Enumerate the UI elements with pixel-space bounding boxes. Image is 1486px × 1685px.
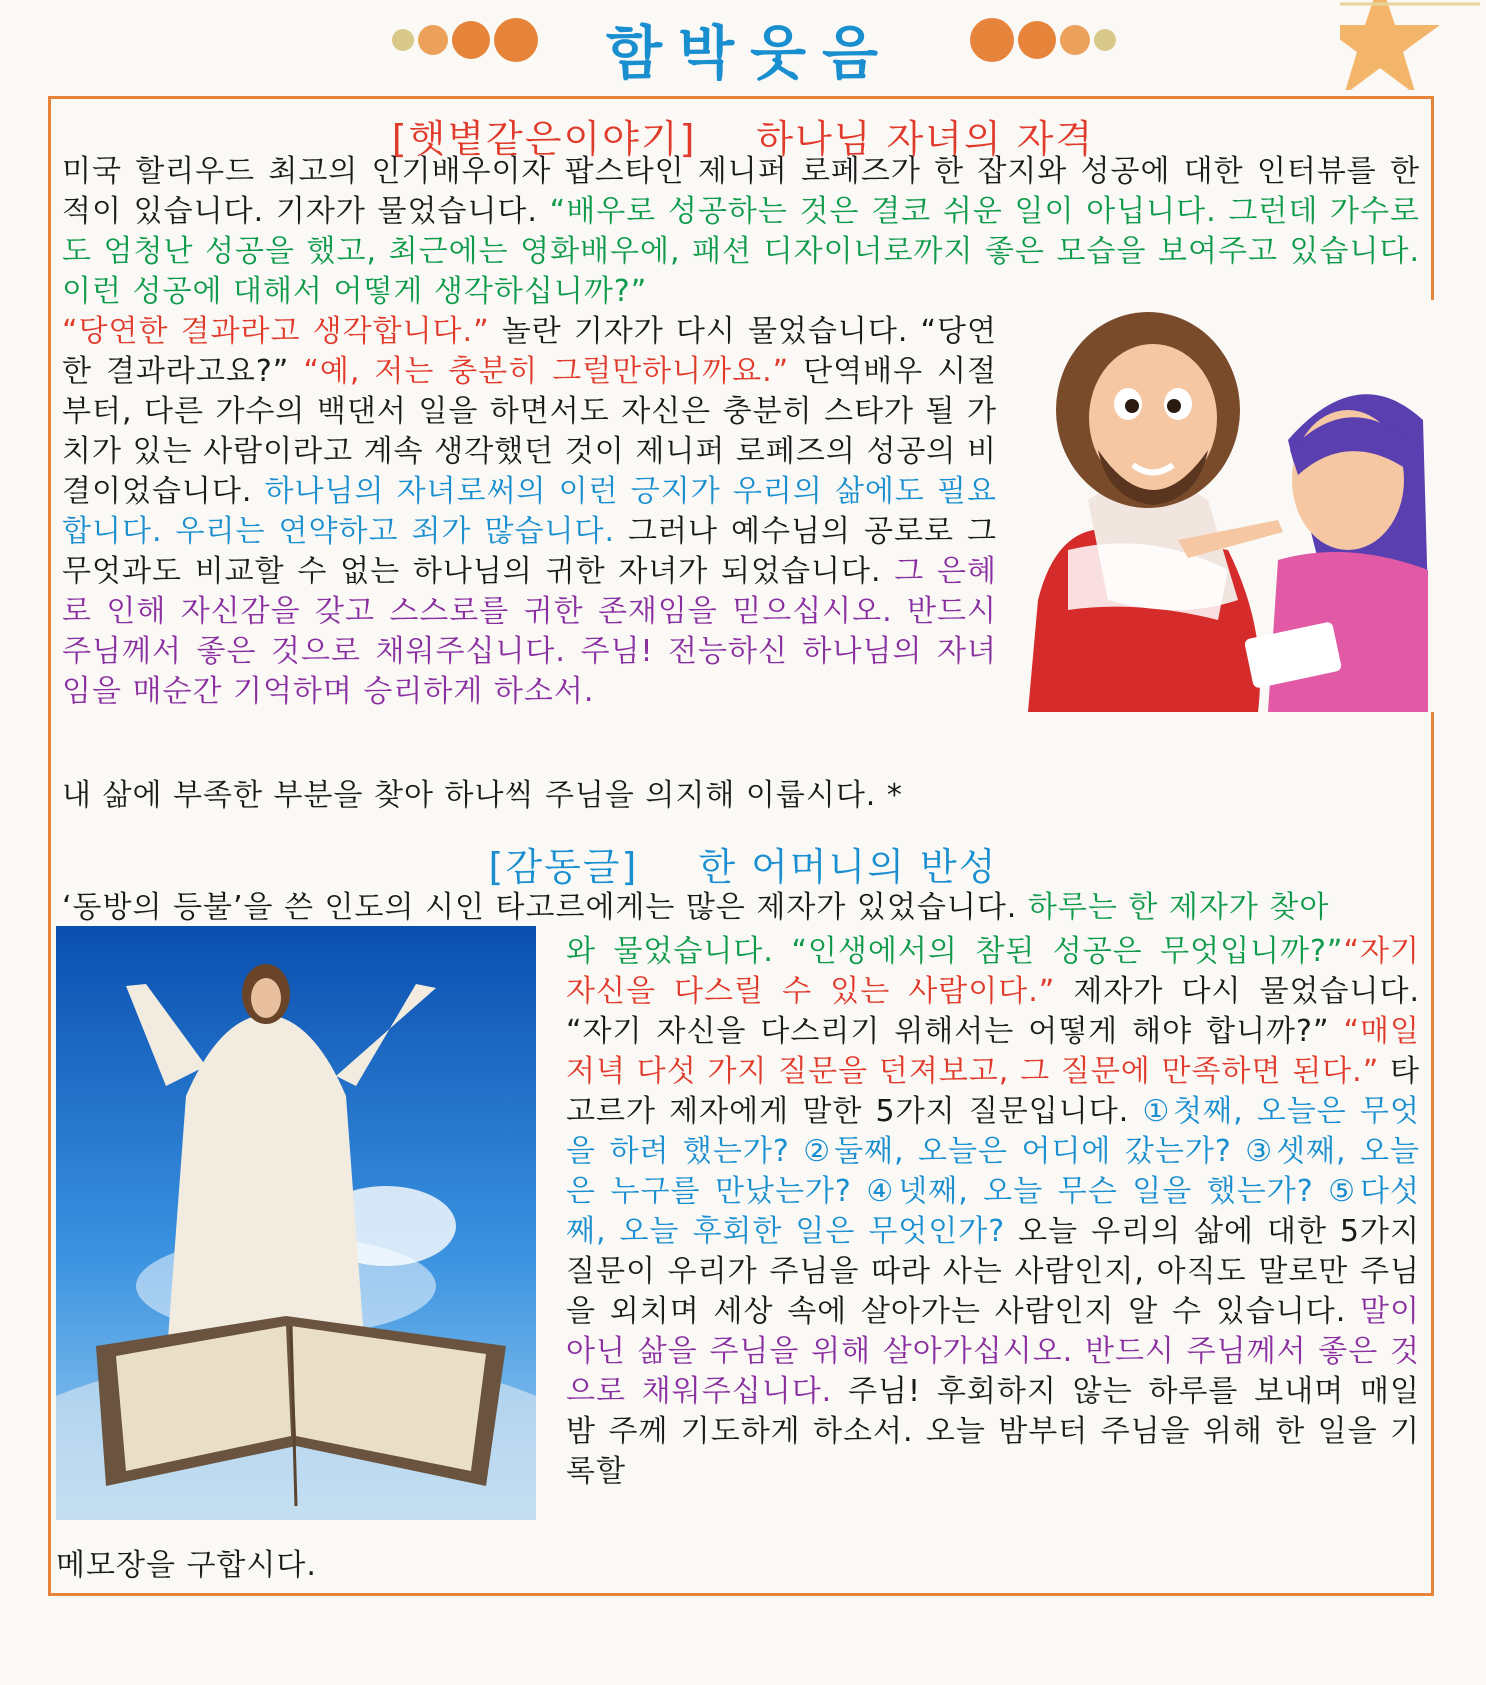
story1-paragraph-2 — [62, 312, 997, 712]
decorative-dots-right — [970, 18, 1116, 62]
story1-p2-text3: 그러나 예수님의 공로로 그 무엇과도 비교할 수 없는 하나님의 귀한 자녀가 되었습니다. — [62, 514, 997, 589]
story2-paragraph-2 — [566, 932, 1420, 1492]
story1-tag: [햇볕같은이야기] — [391, 117, 697, 161]
story2-p4-text: ‘동방의 등불’을 쓴 인도의 시인 타고르에게는 많은 제자가 있었습니다. — [62, 890, 1028, 925]
story2-paragraph-1 — [62, 888, 1420, 928]
story2-p5-highlight: 말이 아닌 삶을 주님을 위해 살아가십시오. 반드시 주님께서 좋은 것으로 채워주십니다. — [566, 1294, 1420, 1409]
story1-p2-text2: 단역배우 시절부터, 다른 가수의 백댄서 일을 하면서도 자신은 충분히 스타가 될 가치가 있는 사람이라고 계속 생각했던 것이 제니퍼 로페즈의 성공의 비결이었습니다. — [62, 354, 997, 509]
story2-p5-answer: “자기 자신을 다스릴 수 있는 사람이다.” — [566, 934, 1420, 1009]
story1-p1-quote: “배우로 성공하는 것은 결코 쉬운 일이 아닙니다. 그런데 가수로도 엄청난 성공을 했고, 최근에는 영화배우에, 패션 디자이너로까지 좋은 모습을 보여주고 있습니다. 이런 성공에 대해서 어떻게 생각하십니까?” — [62, 194, 1420, 309]
story2-p5-questions-list: ①첫째, 오늘은 무엇을 하려 했는가? ②둘째, 오늘은 어디에 갔는가? ③셋째, 오늘은 누구를 만났는가? ④넷째, 오늘 무슨 일을 했는가? ⑤다섯째, 오늘 후회한 일은 무엇인가? — [566, 1094, 1420, 1249]
story1-p2-answer: “당연한 결과라고 생각합니다.” — [62, 314, 490, 349]
story1-heading: 하나님 자녀의 자격 — [756, 117, 1095, 161]
star-icon — [1340, 0, 1480, 90]
story1-p2-text: 놀란 기자가 다시 물었습니다. “당연한 결과라고요?” — [62, 314, 998, 389]
story1-paragraph-1 — [62, 152, 1420, 312]
page-title: 함박웃음 — [605, 19, 895, 87]
jesus-bible-photo — [56, 926, 536, 1520]
story2-paragraph-3: 메모장을 구합시다. — [56, 1548, 317, 1583]
story2-p5-text: 제자가 다시 물었습니다. “자기 자신을 다스리기 위해서는 어떻게 해야 합니까?” — [566, 974, 1420, 1049]
story2-p5-prayer: 주님! 후회하지 않는 하루를 보내며 매일 밤 주께 기도하게 하소서. 오늘 밤부터 주님을 위해 한 일을 기록할 — [566, 1374, 1420, 1489]
header — [0, 0, 1486, 90]
story2-heading: 한 어머니의 반성 — [698, 845, 998, 889]
story1-p1-text: 미국 할리우드 최고의 인기배우이자 팝스타인 제니퍼 로페즈가 한 잡지와 성공에 대한 인터뷰를 한 적이 있습니다. 기자가 물었습니다. — [62, 154, 1420, 229]
story1-p2-highlight: 하나님의 자녀로써의 이런 긍지가 우리의 삶에도 필요합니다. 우리는 연약하고 죄가 많습니다. — [62, 474, 997, 549]
story1-paragraph-3: 내 삶에 부족한 부분을 찾아 하나씩 주님을 의지해 이룹시다. * — [62, 778, 903, 813]
decorative-dots-left — [392, 18, 538, 62]
story2-p4-highlight: 하루는 한 제자가 찾아 — [1027, 890, 1330, 925]
jesus-child-illustration — [1028, 300, 1434, 712]
story2-p5-text3: 오늘 우리의 삶에 대한 5가지 질문이 우리가 주님을 따라 사는 사람인지, 아직도 말로만 주님을 외치며 세상 속에 살아가는 사람인지 알 수 있습니다. — [566, 1214, 1420, 1329]
story1-p2-prayer: 그 은혜로 인해 자신감을 갖고 스스로를 귀한 존재임을 믿으십시오. 반드시 주님께서 좋은 것으로 채워주십니다. 주님! 전능하신 하나님의 자녀임을 매순간 기억하며 승리하게 하소서. — [62, 554, 997, 709]
story2-tag: [감동글] — [488, 845, 639, 889]
story2-p5-answer2: “매일 저녁 다섯 가지 질문을 던져보고, 그 질문에 만족하면 된다.” — [566, 1014, 1420, 1089]
story1-p2-answer2: “예, 저는 충분히 그럴만하니까요.” — [303, 354, 790, 389]
story2-p5-question: 와 물었습니다. “인생에서의 참된 성공은 무엇입니까?” — [566, 934, 1344, 969]
story2-title — [0, 836, 1486, 891]
story2-p5-text2: 타고르가 제자에게 말한 5가지 질문입니다. — [566, 1054, 1420, 1129]
